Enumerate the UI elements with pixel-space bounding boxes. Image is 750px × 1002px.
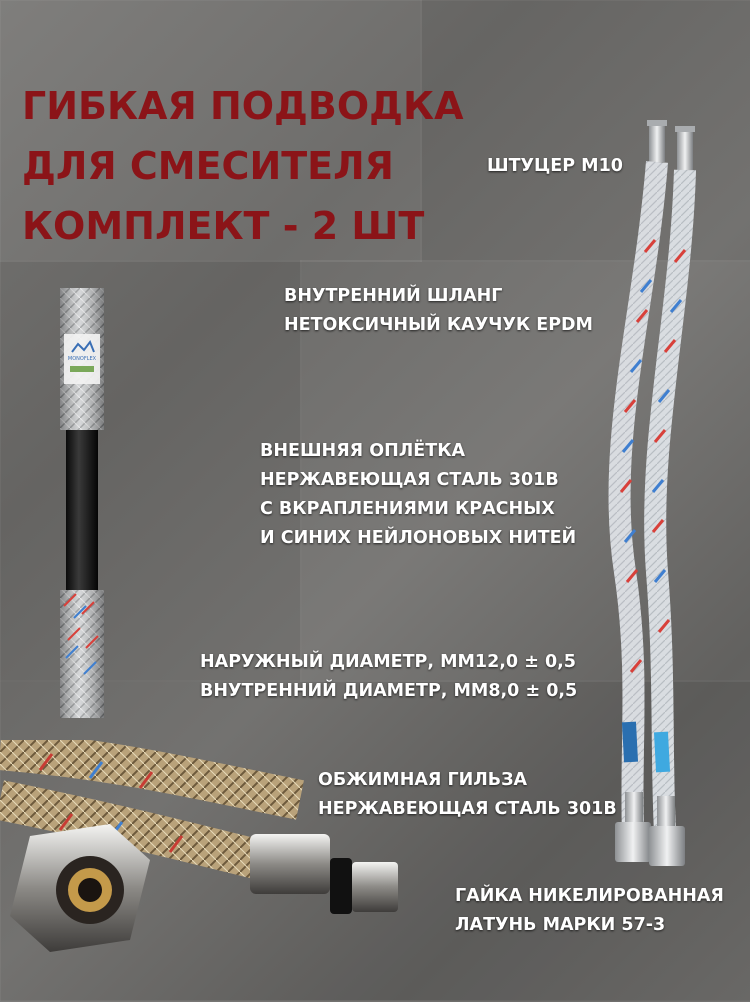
nut-label [455,882,724,940]
inner-hose-line-2: НЕТОКСИЧНЫЙ КАУЧУК EPDM [284,315,593,335]
fitting-label-text: ШТУЦЕР М10 [487,156,623,176]
braid-label [260,437,576,553]
title-line-2: ДЛЯ СМЕСИТЕЛЯ [22,144,394,188]
hose-cutaway-image [60,288,120,728]
stone-tile [0,260,302,682]
title-line-1: ГИБКАЯ ПОДВОДКА [22,84,464,128]
outer-diameter-text: НАРУЖНЫЙ ДИАМЕТР, ММ12,0 ± 0,5 [200,652,576,672]
inner-diameter-text: ВНУТРЕННИЙ ДИАМЕТР, ММ8,0 ± 0,5 [200,681,578,701]
product-title [22,76,463,256]
logo-text: MONOFLEX [67,356,97,362]
braid-line-3: С ВКРАПЛЕНИЯМИ КРАСНЫХ [260,499,555,519]
braid-line-2: НЕРЖАВЕЮЩАЯ СТАЛЬ 301B [260,470,559,490]
sleeve-label [318,766,617,824]
braid-line-1: ВНЕШНЯЯ ОПЛЁТКА [260,441,466,461]
title-line-3: КОМПЛЕКТ - 2 ШТ [22,204,425,248]
hose-pair-image [585,112,745,872]
diameter-label [200,648,577,706]
nut-line-2: ЛАТУНЬ МАРКИ 57-3 [455,915,666,935]
sleeve-line-2: НЕРЖАВЕЮЩАЯ СТАЛЬ 301B [318,799,617,819]
inner-hose-label [284,282,593,340]
nut-line-1: ГАЙКА НИКЕЛИРОВАННАЯ [455,886,724,906]
braid-line-4: И СИНИХ НЕЙЛОНОВЫХ НИТЕЙ [260,528,577,548]
inner-hose-line-1: ВНУТРЕННИЙ ШЛАНГ [284,286,503,306]
sleeve-line-1: ОБЖИМНАЯ ГИЛЬЗА [318,770,528,790]
fitting-label [487,152,623,181]
